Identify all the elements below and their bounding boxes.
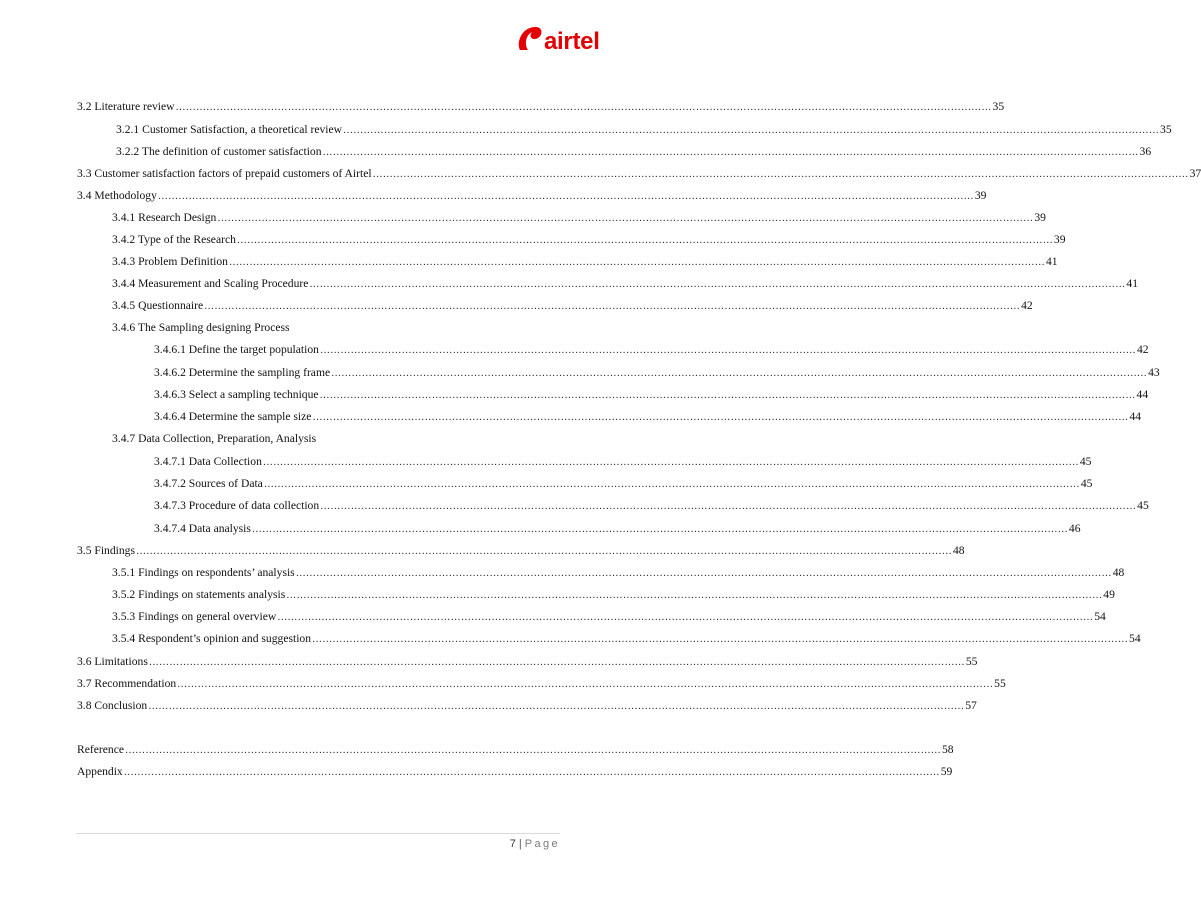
toc-page: 37 xyxy=(1189,167,1201,180)
toc-label: 3.4.6 The Sampling designing Process xyxy=(112,321,290,334)
toc-entry: 3.4.7.1 Data Collection …………………………………………………………………………………………………………………………………………………………………………………………………………………… 45 xyxy=(154,455,1092,468)
toc-entry: 3.5.3 Findings on general overview …………………………………………………………………………………………………………………………………………………………………………………………………………………… 54 xyxy=(112,610,1106,623)
toc-page: 45 xyxy=(1079,455,1092,468)
toc-label: 3.4.7 Data Collection, Preparation, Analysis xyxy=(112,432,317,445)
toc-page: 54 xyxy=(1129,632,1141,645)
toc-entry: 3.4.6.4 Determine the sample size …………………………………………………………………………………………………………………………………………………………………………………………………………………… 44 xyxy=(154,410,1142,423)
toc-entry: 3.4.6.2 Determine the sampling frame …………………………………………………………………………………………………………………………………………………………………………………………………………………… 43 xyxy=(154,366,1160,379)
toc-page: 39 xyxy=(1034,211,1046,224)
toc-entry: 3.4.1 Research Design …………………………………………………………………………………………………………………………………………………………………………………………………………………… 39 xyxy=(112,211,1046,224)
toc-entry: 3.4.7.3 Procedure of data collection …………………………………………………………………………………………………………………………………………………………………………………………………………………… 45 xyxy=(154,499,1149,512)
toc-label: 3.4.3 Problem Definition xyxy=(112,255,228,268)
toc-page: 58 xyxy=(941,743,954,756)
toc-label: 3.4.7.4 Data analysis xyxy=(154,522,251,535)
toc-entry: 3.5.1 Findings on respondents’ analysis …………………………………………………………………………………………………………………………………………………………………………………………………………………… 48 xyxy=(112,566,1125,579)
toc-entry: 3.4.4 Measurement and Scaling Procedure …………………………………………………………………………………………………………………………………………………………………………………………………………………… 41 xyxy=(112,277,1138,290)
toc-entry: 3.6 Limitations …………………………………………………………………………………………………………………………………………………………………………………………………………………… 55 xyxy=(77,655,978,668)
toc-page: 39 xyxy=(1053,233,1066,246)
toc-page: 42 xyxy=(1136,343,1149,356)
toc-entry: 3.4.7.4 Data analysis …………………………………………………………………………………………………………………………………………………………………………………………………………………… 46 xyxy=(154,522,1081,535)
toc-page: 46 xyxy=(1068,522,1081,535)
toc-page: 43 xyxy=(1148,366,1160,379)
toc-label: 3.8 Conclusion xyxy=(77,699,148,712)
toc-label: 3.3 Customer satisfaction factors of prepaid customers of Airtel xyxy=(77,167,372,180)
toc-page: 44 xyxy=(1129,410,1142,423)
toc-entry: Appendix …………………………………………………………………………………………………………………………………………………………………………………………………………………… 59 xyxy=(77,765,953,778)
page-word: Page xyxy=(524,838,560,850)
toc-page: 48 xyxy=(1112,566,1125,579)
toc-entry xyxy=(112,321,548,335)
toc-page: 48 xyxy=(952,544,965,557)
toc-label: 3.2.2 The definition of customer satisfaction xyxy=(116,145,322,158)
toc-label: 3.5.2 Findings on statements analysis xyxy=(112,588,286,601)
toc-entry: 3.4.3 Problem Definition …………………………………………………………………………………………………………………………………………………………………………………………………………………… 41 xyxy=(112,255,1058,268)
toc-page: 55 xyxy=(965,655,978,668)
toc-label: 3.4.6.3 Select a sampling technique xyxy=(154,388,319,401)
toc-page: 41 xyxy=(1126,277,1138,290)
toc-page: 55 xyxy=(994,677,1006,690)
toc-entry: 3.4 Methodology …………………………………………………………………………………………………………………………………………………………………………………………………………………… 39 xyxy=(77,189,987,202)
toc-label: 3.4.2 Type of the Research xyxy=(112,233,236,246)
toc-label: 3.5.3 Findings on general overview xyxy=(112,610,277,623)
page-number: 7 xyxy=(509,838,516,850)
toc-label: 3.6 Limitations xyxy=(77,655,148,668)
toc-page: 41 xyxy=(1045,255,1058,268)
toc-label: 3.5.1 Findings on respondents’ analysis xyxy=(112,566,295,579)
toc-page: 36 xyxy=(1139,145,1152,158)
toc-label: 3.7 Recommendation xyxy=(77,677,177,690)
toc-label: 3.4.7.3 Procedure of data collection xyxy=(154,499,320,512)
toc-entry: 3.5 Findings …………………………………………………………………………………………………………………………………………………………………………………………………………………… 48 xyxy=(77,544,965,557)
toc-label: Reference xyxy=(77,743,124,756)
toc-page: 35 xyxy=(992,100,1005,113)
toc-page: 54 xyxy=(1094,610,1106,623)
toc-page: 39 xyxy=(974,189,987,202)
toc-label: 3.4.4 Measurement and Scaling Procedure xyxy=(112,277,309,290)
toc-page: 59 xyxy=(940,765,953,778)
toc-label: 3.5.4 Respondent’s opinion and suggestion xyxy=(112,632,312,645)
toc-entry: 3.4.6.3 Select a sampling technique …………………………………………………………………………………………………………………………………………………………………………………………………………………… 44 xyxy=(154,388,1149,401)
toc-page: 44 xyxy=(1136,388,1149,401)
toc-entry: 3.2.2 The definition of customer satisfaction …………………………………………………………………………………………………………………………………………………………………………………………………………………… 36 xyxy=(116,145,1152,158)
toc-label: 3.4.7.2 Sources of Data xyxy=(154,477,263,490)
toc-entry: 3.2.1 Customer Satisfaction, a theoretical review …………………………………………………………………………………………………………………………………………………………………………………………………………………… 35 xyxy=(116,123,1172,136)
toc-entry: 3.2 Literature review …………………………………………………………………………………………………………………………………………………………………………………………………………………… 35 xyxy=(77,100,1005,113)
toc-entry: 3.4.2 Type of the Research …………………………………………………………………………………………………………………………………………………………………………………………………………………… 39 xyxy=(112,233,1066,246)
toc-page: 45 xyxy=(1137,499,1149,512)
toc-page: 42 xyxy=(1021,299,1033,312)
toc-label: 3.2 Literature review xyxy=(77,100,175,113)
toc-page: 45 xyxy=(1080,477,1093,490)
toc-entry: 3.5.4 Respondent’s opinion and suggestion …………………………………………………………………………………………………………………………………………………………………………………………………………………… 54 xyxy=(112,632,1141,645)
toc-label: 3.4.5 Questionnaire xyxy=(112,299,204,312)
toc-label: 3.4.6.1 Define the target population xyxy=(154,343,319,356)
toc-label: 3.4.6.2 Determine the sampling frame xyxy=(154,366,331,379)
toc-page: 57 xyxy=(965,699,977,712)
footer-divider xyxy=(76,833,560,834)
toc-page: 35 xyxy=(1160,123,1172,136)
toc-entry: 3.4.7.2 Sources of Data …………………………………………………………………………………………………………………………………………………………………………………………………………………… 45 xyxy=(154,477,1093,490)
toc-entry: Reference …………………………………………………………………………………………………………………………………………………………………………………………………………………… 58 xyxy=(77,743,954,756)
toc-label: 3.4 Methodology xyxy=(77,189,157,202)
toc-entry: 3.5.2 Findings on statements analysis …………………………………………………………………………………………………………………………………………………………………………………………………………………… 49 xyxy=(112,588,1115,601)
page-footer xyxy=(510,838,560,850)
toc-label: Appendix xyxy=(77,765,123,778)
toc-entry: 3.4.6.1 Define the target population …………………………………………………………………………………………………………………………………………………………………………………………………………………… 42 xyxy=(154,343,1149,356)
footer-separator: | xyxy=(518,838,522,850)
brand-name: airtel xyxy=(544,28,600,55)
toc-entry: 3.3 Customer satisfaction factors of prepaid customers of Airtel …………………………………………………………………………………………………………………………………………………………………………………………………………………… 37 xyxy=(77,167,1201,180)
toc-label: 3.5 Findings xyxy=(77,544,135,557)
toc-label: 3.2.1 Customer Satisfaction, a theoretical review xyxy=(116,123,343,136)
toc-label: 3.4.1 Research Design xyxy=(112,211,217,224)
toc-entry xyxy=(112,432,548,446)
toc-entry: 3.4.5 Questionnaire …………………………………………………………………………………………………………………………………………………………………………………………………………………… 42 xyxy=(112,299,1033,312)
toc-page: 49 xyxy=(1103,588,1115,601)
toc-label: 3.4.6.4 Determine the sample size xyxy=(154,410,312,423)
toc-entry: 3.7 Recommendation …………………………………………………………………………………………………………………………………………………………………………………………………………………… 55 xyxy=(77,677,1006,690)
toc-label: 3.4.7.1 Data Collection xyxy=(154,455,262,468)
toc-entry: 3.8 Conclusion …………………………………………………………………………………………………………………………………………………………………………………………………………………… 57 xyxy=(77,699,977,712)
